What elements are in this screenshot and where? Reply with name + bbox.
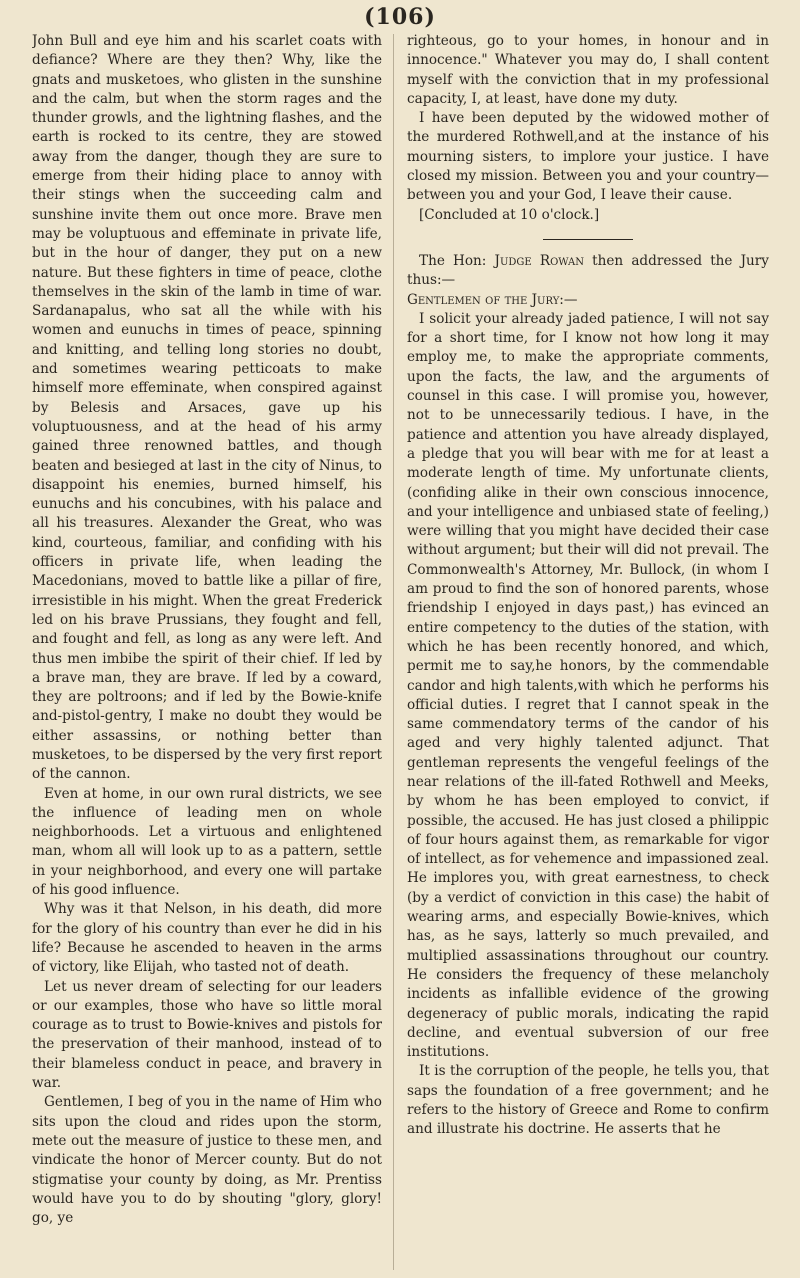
salutation: Gentlemen of the Jury:—: [407, 291, 578, 308]
left-column: [32, 32, 382, 1272]
paragraph: I have been deputed by the widowed mother of the murdered Rothwell,and at the instance of his mourning sisters, to implore your justice. I have closed my mission. Between you and your country—between you and your God, I leave their cause.: [407, 110, 769, 204]
intro-prefix: The Hon:: [419, 252, 487, 269]
column-divider: [393, 34, 394, 1270]
paragraph: It is the corruption of the people, he tells you, that saps the foundation of a free government; and he refers to the history of Greece and Rome to confirm and illustrate his doctrine. He asserts that he: [407, 1063, 769, 1138]
right-column: [407, 32, 769, 1272]
concluded-note: [Concluded at 10 o'clock.]: [419, 206, 600, 223]
speaker-intro: [407, 252, 769, 291]
paragraph: Even at home, in our own rural districts, we see the influence of leading men on whole neighborhoods. Let a virtuous and enlightened man, whom all will look up to as a pattern, settle in your neighborhood, and every one will partake of his good influence.: [32, 785, 382, 899]
paragraph: Gentlemen, I beg of you in the name of Him who sits upon the cloud and rides upon the storm, mete out the measure of justice to these men, and vindicate the honor of Mercer county. But do not stigmatise your county by doing, as Mr. Prentiss would have you to do by shouting "glory, glory! go, ye: [32, 1094, 382, 1227]
paragraph: John Bull and eye him and his scarlet coats with defiance? Where are they then? Why, like the gnats and musketoes, who glisten in the sunshine and the calm, but when the storm rages and the thunder growls, and the lightning flashes, and the earth is rocked to its centre, they are stowed away from the danger, though they are sure to emerge from their hiding place to annoy with their stings when the succeeding calm and sunshine invite them out once more. Brave men may be voluptuous and effeminate in private life, but in the hour of danger, they put on a new nature. But these fighters in time of peace, clothe themselves in the skin of the lamb in time of war. Sardanapalus, who sat all the while with his women and eunuchs in times of peace, spinning and knitting, and telling long stories no doubt, and sometimes wearing petticoats to make himself more effeminate, when conspired against by Belesis and Arsaces, gave up his voluptuousness, and at the head of his army gained three renowned battles, and though beaten and besieged at last in the city of Ninus, to disappoint his enemies, burned himself, his eunuchs and his concubines, with his palace and all his treasures. Alexander the Great, who was kind, courteous, familiar, and confiding with his officers in private life, when leading the Macedonians, moved to battle like a pillar of fire, irresistible in his might. When the great Frederick led on his brave Prussians, they fought and fell, and fought and fell, as long as any were left. And thus men imbibe the spirit of their chief. If led by a brave man, they are brave. If led by a coward, they are poltroons; and if led by the Bowie-knife and-pistol-gentry, I make no doubt they would be either assassins, or nothing better than musketoes, to be dispersed by the very first report of the cannon.: [32, 33, 382, 783]
intro-suffix: then addressed the Jury thus:—: [407, 252, 769, 289]
page-number: (106): [364, 4, 436, 30]
paragraph: I solicit your already jaded patience, I will not say for a short time, for I know not how long it may employ me, to make the appropriate comments, upon the facts, the law, and the arguments of counsel in this case. I will promise you, however, not to be unnecessarily tedious. I have, in the patience and attention you have already displayed, a pledge that you will bear with me for at least a moderate length of time. My unfortunate clients, (confiding alike in their own conscious innocence, and your intelligence and unbiased state of feeling,) were willing that you might have decided their case without argument; but their will did not prevail. The Commonwealth's Attorney, Mr. Bullock, (in whom I am proud to find the son of honored parents, whose friendship I enjoyed in days past,) has evinced an entire competency to the duties of the station, with which he has been recently honored, and which, permit me to say,he honors, by the commendable candor and high talents,with which he performs his official duties. I regret that I cannot speak in the same commendatory terms of the candor of his aged and very highly talented adjunct. That gentleman represents the vengeful feelings of the near relations of the ill-fated Rothwell and Meeks, by whom he has been employed to convict, if possible, the accused. He has just closed a philippic of four hours against them, as remarkable for vigor of intellect, as for vehemence and impassioned zeal. He implores you, with great earnestness, to check (by a verdict of conviction in this case) the habit of wearing arms, and especially Bowie-knives, which has, as he says, latterly so much prevailed, and multiplied assassinations throughout our country. He considers the frequency of these melancholy incidents as infallible evidence of the growing degeneracy of public morals, indicating the rapid decline, and eventual subversion of our free institutions.: [407, 310, 769, 1061]
speaker-name: Judge Rowan: [494, 252, 585, 269]
paragraph: righteous, go to your homes, in honour and in innocence." Whatever you may do, I shall content myself with the conviction that in my professional capacity, I, at least, have done my duty.: [407, 33, 769, 107]
paragraph: Why was it that Nelson, in his death, did more for the glory of his country than ever he did in his life? Because he ascended to heaven in the arms of victory, like Elijah, who tasted not of death.: [32, 901, 382, 976]
section-rule: [543, 239, 633, 240]
paragraph: Let us never dream of selecting for our leaders or our examples, those who have so little moral courage as to trust to Bowie-knives and pistols for the preservation of their manhood, instead of to their blameless conduct in peace, and bravery in war.: [32, 978, 382, 1092]
